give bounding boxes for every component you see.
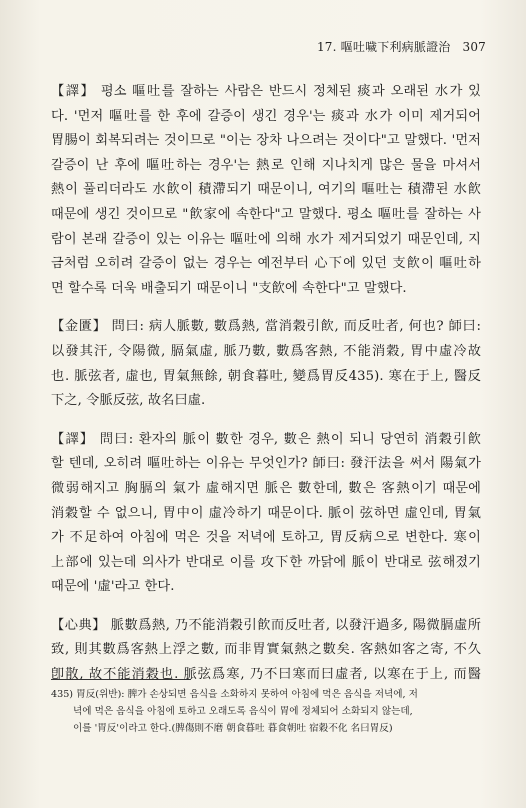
text-line: 때문에 생긴 것이므로 "飮家에 속한다"고 말했다. 평소 嘔吐를 잘하는 사 [51,206,481,222]
text-line: 熱이 풀리더라도 水飮이 積滯되기 때문이니, 여기의 嘔吐는 積滯된 水飮 [51,182,481,198]
footnote-line: 이를 '胃反'이라고 한다.(脾傷則不磨 朝食暮吐 暮食朝吐 宿穀不化 名曰胃反) [73,723,393,734]
paragraph-translation-1 [51,80,481,301]
text-line: 면 할수록 더욱 배출되기 때문이니 "支飮에 속한다"고 말했다. [51,280,407,296]
paragraph-translation-2 [51,428,481,600]
text-line: 下之, 令脈反弦, 故名曰虛. [51,393,206,409]
text-line: 【金匱】 問曰: 病人脈數, 數爲熱, 當消穀引飮, 而反吐者, 何也? 師曰: [51,319,481,335]
text-line: 【譯】 問曰: 환자의 脈이 數한 경우, 數은 熱이 되니 당연히 消穀引飮 [51,431,481,447]
text-line: 【心典】 脈數爲熱, 乃不能消穀引飮而反吐者, 以發汗過多, 陽微膈虛所 [51,617,481,633]
text-line: 다. '먼저 嘔吐를 한 후에 갈증이 생긴 경우'는 痰과 水가 이미 제거되어 [51,108,481,124]
text-line: 때문에 '虛'라고 한다. [51,579,175,595]
text-line: 가 不足하여 아침에 먹은 것을 저녁에 토하고, 胃反病으로 변한다. 寒이 [51,530,481,546]
main-text [51,80,481,702]
text-line: 以發其汗, 令陽微, 膈氣虛, 脈乃數, 數爲客熱, 不能消穀, 胃中虛冷故 [51,343,481,359]
text-line: 致, 則其數爲客熱上浮之數, 而非胃實氣熱之數矣. 客熱如客之寄, 不久 [51,642,481,658]
running-header [317,38,486,55]
footnote-line: 녁에 먹은 음식을 아침에 토하고 오래도록 음식이 胃에 정체되어 소화되지 않는데, [73,706,413,717]
text-line: 上部에 있는데 의사가 반대로 이를 攻下한 까닭에 脈이 반대로 弦해졌기 [51,554,481,570]
paragraph-jingui [51,315,481,413]
text-line: 胃腸이 회복되려는 것이므로 "이는 장차 나으려는 것이다"고 말했다. '먼저 [51,133,481,149]
text-line: 卽散, 故不能消穀也. 脈弦爲寒, 乃不曰寒而曰虛者, 以寒在于上, 而醫 [51,667,481,683]
text-line: 消穀할 수 없으니, 胃中이 虛冷하기 때문이다. 脈이 弦하면 虛인데, 胃氣 [51,505,481,521]
text-line: 갈증이 난 후에 嘔吐하는 경우'는 熱로 인해 지나치게 많은 물을 마셔서 [51,157,481,173]
footnote-divider [51,679,191,680]
footnote [51,686,481,737]
text-line: 할 텐데, 오히려 嘔吐하는 이유는 무엇인가? 師曰: 發汗法을 써서 陽氣가 [51,456,481,472]
text-line: 【譯】 평소 嘔吐를 잘하는 사람은 반드시 정체된 痰과 오래된 水가 있 [51,84,481,99]
text-line: 람이 본래 갈증이 있는 이유는 嘔吐에 의해 水가 제거되었기 때문인데, 지 [51,231,481,247]
paragraph-xindian [51,614,481,688]
text-line: 也. 脈弦者, 虛也, 胃氣無餘, 朝食暮吐, 變爲胃反435). 寒在于上, 醫反 [51,368,481,384]
chapter-title: 17. 嘔吐噦下利病脈證治 [316,40,451,54]
footnote-line: 435) 胃反(위반): 脾가 손상되면 음식을 소화하지 못하여 아침에 먹은 음식을 저녁에, 저 [51,689,418,700]
page-number: 307 [462,40,486,54]
text-line: 微弱해지고 胸膈의 氣가 虛해지면 脈은 數한데, 數은 客熱이기 때문에 [51,480,481,496]
text-line: 금처럼 오히려 갈증이 없는 경우는 예전부터 心下에 있던 支飮이 嘔吐하 [51,256,481,272]
